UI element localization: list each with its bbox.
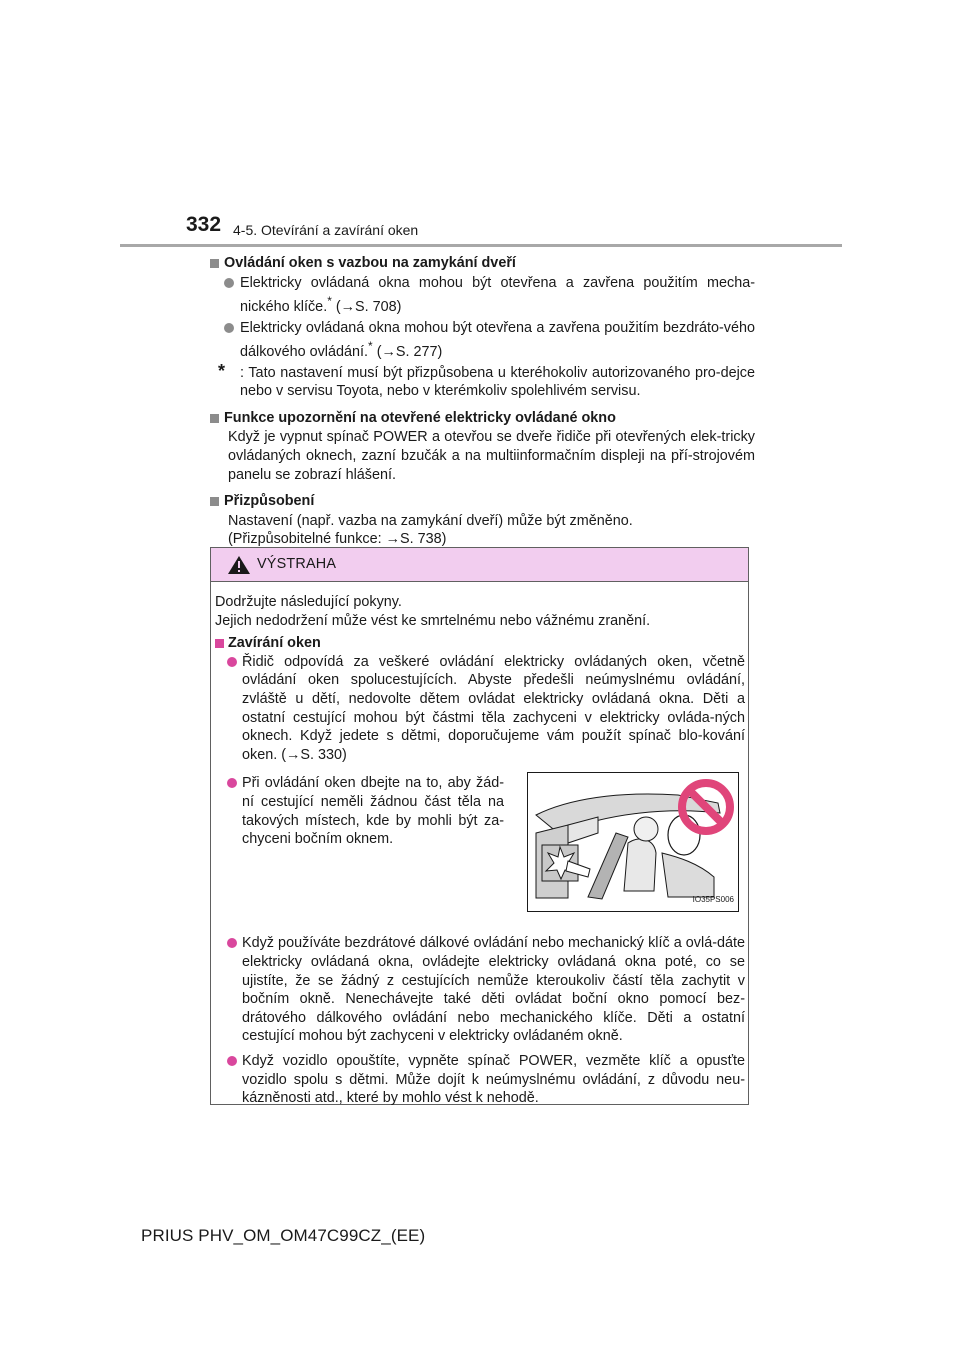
footnote-asterisk: * <box>218 360 226 381</box>
warning-header <box>211 548 748 582</box>
figure-code: IO35PS006 <box>692 894 734 904</box>
asterisk: * <box>368 339 373 354</box>
warning-body <box>215 593 745 1108</box>
page-reference: (→S. 708) <box>335 298 402 315</box>
heading-open-window-warning: Funkce upozornění na otevřené elektricky ovládané okno <box>210 409 755 428</box>
main-content <box>210 254 755 549</box>
footnote: * : Tato nastavení musí být přizpůsobena u kteréhokoliv autorizovaného pro-dejce nebo v servisu Toyota, nebo v kterémkoliv spolehlivém servisu. <box>218 360 755 400</box>
page-number: 332 <box>186 213 222 236</box>
bullet-dot-icon <box>227 1056 237 1066</box>
warning-bullet-leaving-vehicle: Když vozidlo opouštíte, vypněte spínač POWER, vezměte klíč a opusťte vozidlo spolu s dětmi. Může dojít k neúmyslnému ovládání, z důvodu neu-kázněnosti atd., které by mohlo vést k nehodě. <box>215 1052 745 1108</box>
warning-intro-2: Jejich nedodržení může vést ke smrtelnému nebo vážnému zranění. <box>215 612 651 629</box>
open-window-warning-text: Když je vypnut spínač POWER a otevřou se dveře řidiče při otevřených elek-tricky ovládaných oknech, zazní bzučák a na multiinformačním displeji na pří-strojovém panelu se zobrazí hlášení. <box>228 429 755 483</box>
bullet-dot-icon <box>227 778 237 788</box>
bullet-dot-icon <box>227 657 237 667</box>
customization-line-2: (Přizpůsobitelné funkce: →S. 738) <box>228 531 447 548</box>
heading-customization: Přizpůsobení <box>210 492 755 511</box>
warning-bullet-body-parts: Při ovládání oken dbejte na to, aby žád-ní cestující neměli žádnou část těla na takových místech, kde by mohli být za-chyceni bočním oknem. <box>215 774 504 848</box>
bullet-dot-icon <box>227 938 237 948</box>
header-divider <box>120 244 842 247</box>
bullet-mechanical-key: Elektricky ovládaná okna mohou být otevřena a zavřena použitím mecha-nického klíče.* (→S. 708) <box>210 274 755 317</box>
bullet-dot-icon <box>224 323 234 333</box>
bullet-wireless-remote: Elektricky ovládaná okna mohou být otevřena a zavřena použitím bezdráto-vého dálkového ovládání.* (→S. 277) <box>210 319 755 362</box>
warning-intro-1: Dodržujte následující pokyny. <box>215 594 402 610</box>
warning-box <box>210 547 749 1105</box>
asterisk: * <box>327 294 332 309</box>
page-footer: PRIUS PHV_OM_OM47C99CZ_(EE) <box>141 1226 426 1245</box>
warning-heading-closing-windows: Zavírání oken <box>215 634 745 653</box>
section-title: 4-5. Otevírání a zavírání oken <box>233 222 419 238</box>
warning-label: VÝSTRAHA <box>257 556 337 572</box>
page-reference: (→S. 277) <box>376 343 443 360</box>
customization-line-1: Nastavení (např. vazba na zamykání dveří) může být změněno. <box>228 512 633 529</box>
window-pinch-illustration <box>527 772 739 912</box>
heading-window-lock-link: Ovládání oken s vazbou na zamykání dveří <box>210 254 755 273</box>
warning-bullet-remote-key: Když používáte bezdrátové dálkové ovládání nebo mechanický klíč a ovlá-dáte elektricky ovládaná okna, ovládejte elektricky ovládaná okna poté, co se ujistíte, že se žádný z cestujících nemůže kteroukoliv částí těla zachytit v bočním okně. Nenechávejte také děti ovládat boční okno pomocí bez-drátového dálkového ovládání nebo mechanického klíče. Děti a ostatní cestující mohou být zachyceni v elektricky ovládaném okně. <box>215 934 745 1046</box>
warning-triangle-icon <box>227 555 251 575</box>
warning-bullet-driver-responsibility: Řidič odpovídá za veškeré ovládání elektricky ovládaných oken, včetně ovládání oken spolucestujících. Abyste předešli neúmyslnému ovládání, zvláště u dětí, nedovolte dětem ovládat elektricky ovládaná okna. Děti a ostatní cestující mohou být částmi těla zachyceni v elektricky ovláda-ných oknech. Když jedete s dětmi, doporučujeme vám použít spínač blo-kování oken. (→S. 330) <box>215 653 745 765</box>
warning-figure-row <box>215 774 745 934</box>
bullet-dot-icon <box>224 278 234 288</box>
